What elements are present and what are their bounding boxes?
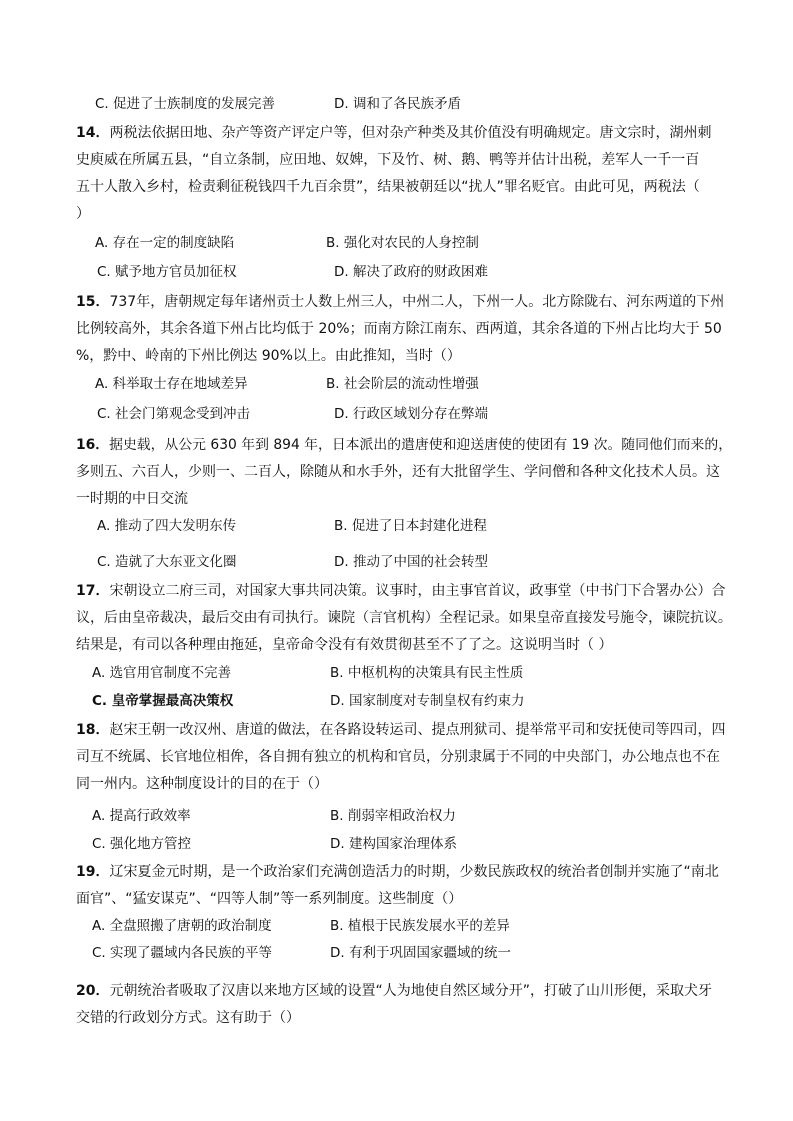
q13-option-c: C. 促进了士族制度的发展完善 <box>95 96 276 112</box>
q20-line-1 <box>76 981 712 1001</box>
q17-line-3: 结果是，有司以各种理由拖延，皇帝命令没有有效贯彻甚至不了了之。这说明当时（ ） <box>76 637 613 653</box>
q14-option-a: A. 存在一定的制度缺陷 <box>95 235 235 251</box>
q14-option-c: C. 赋予地方官员加征权 <box>97 264 237 280</box>
q19-number: 19． <box>76 864 110 880</box>
q18-option-a: A. 提高行政效率 <box>92 808 191 824</box>
q15-number: 15． <box>76 294 110 310</box>
q17-option-d: D. 国家制度对专制皇权有约束力 <box>330 693 525 709</box>
q14-option-b: B. 强化对农民的人身控制 <box>326 235 479 251</box>
q16-line-2: 多则五、六百人，少则一、二百人，除随从和水手外，还有大批留学生、学问僧和各种文化技术人员。这 <box>76 464 720 480</box>
q16-option-b: B. 促进了日本封建化进程 <box>334 518 487 534</box>
q17-option-c: C. 皇帝掌握最高决策权 <box>92 693 234 709</box>
q15-line-3: %，黔中、岭南的下州比例达 90%以上。由此推知，当时（） <box>76 348 461 364</box>
q16-option-a: A. 推动了四大发明东传 <box>97 518 237 534</box>
q15-option-a: A. 科举取士存在地域差异 <box>95 376 248 392</box>
q19-option-b: B. 植根于民族发展水平的差异 <box>330 918 510 934</box>
q17-number: 17． <box>76 583 110 599</box>
q20-number: 20． <box>76 983 110 999</box>
q15-line-2: 比例较高外，其余各道下州占比均低于 20%；而南方除江南东、西两道，其余各道的下州占比均大于 50 <box>76 321 722 337</box>
q15-option-c: C. 社会门第观念受到冲击 <box>97 406 251 422</box>
q20-line-2: 交错的行政划分方式。这有助于（） <box>76 1010 300 1026</box>
q19-option-c: C. 实现了疆域内各民族的平等 <box>92 945 273 961</box>
q17-text-1: 宋朝设立二府三司，对国家大事共同决策。议事时，由主事官首议，政事堂（中书门下合署办公）合 <box>109 583 726 599</box>
q16-line-3: 一时期的中日交流 <box>76 491 188 507</box>
q15-option-b: B. 社会阶层的流动性增强 <box>326 376 479 392</box>
q19-line-1 <box>76 862 719 882</box>
q19-option-a: A. 全盘照搬了唐朝的政治制度 <box>92 918 272 934</box>
q17-line-1 <box>76 581 725 601</box>
q18-line-3: 同一州内。这种制度设计的目的在于（） <box>76 776 328 792</box>
q19-text-1: 辽宋夏金元时期，是一个政治家们充满创造活力的时期，少数民族政权的统治者创制并实施了“南北 <box>109 864 719 880</box>
q16-text-1: 据史载，从公元 630 年到 894 年，日本派出的遣唐使和迎送唐使的使团有 19 次。随同他们而来的， <box>109 437 733 453</box>
q16-line-1 <box>76 435 732 455</box>
q15-text-1: 737年，唐朝规定每年诸州贡士人数上州三人，中州二人，下州一人。北方除陇右、河东两道的下州 <box>109 294 725 310</box>
q17-option-b: B. 中枢机构的决策具有民主性质 <box>330 665 524 681</box>
q20-text-1: 元朝统治者吸取了汉唐以来地方区域的设置“人为地使自然区域分开”，打破了山川形便，采取犬牙 <box>109 983 712 999</box>
q15-line-1 <box>76 292 724 312</box>
q16-option-c: C. 造就了大东亚文化圈 <box>97 554 237 570</box>
q18-line-2: 司互不统属、长官地位相侔，各自拥有独立的机构和官员，分别隶属于不同的中央部门，办公地点也不在 <box>76 749 720 765</box>
q14-line-4: ） <box>76 206 90 222</box>
q14-line-2: 史庾威在所属五县，“自立条制，应田地、奴婢，下及竹、树、鹅、鸭等并估计出税，差军人一千一百 <box>76 152 700 168</box>
q18-line-1 <box>76 720 725 740</box>
q14-number: 14． <box>76 125 110 141</box>
q18-option-b: B. 削弱宰相政治权力 <box>330 808 456 824</box>
q14-line-1 <box>76 123 711 143</box>
q17-line-2: 议，后由皇帝裁决，最后交由有司执行。谏院（言官机构）全程记录。如果皇帝直接发号施令，谏院抗议。 <box>76 610 732 626</box>
q14-text-1: 两税法依据田地、杂产等资产评定户等，但对杂产种类及其价值没有明确规定。唐文宗时，湖州刺 <box>109 125 712 141</box>
q14-option-d: D. 解决了政府的财政困难 <box>334 264 488 280</box>
q13-option-d: D. 调和了各民族矛盾 <box>334 96 461 112</box>
q18-option-d: D. 建构国家治理体系 <box>330 836 457 852</box>
q15-option-d: D. 行政区域划分存在弊端 <box>334 406 488 422</box>
q18-text-1: 赵宋王朝一改汉州、唐道的做法，在各路设转运司、提点刑狱司、提举常平司和安抚使司等四司，四 <box>109 722 726 738</box>
q18-number: 18． <box>76 722 110 738</box>
q19-option-d: D. 有利于巩固国家疆域的统一 <box>330 945 511 961</box>
q19-line-2: 面官”、“猛安谋克”、“四等人制”等一系列制度。这些制度（） <box>76 891 463 907</box>
q16-number: 16． <box>76 437 110 453</box>
q18-option-c: C. 强化地方管控 <box>92 836 192 852</box>
q17-option-a: A. 选官用官制度不完善 <box>92 665 232 681</box>
q14-line-3: 五十人散入乡村，检责剩征税钱四千九百余贯”，结果被朝廷以“扰人”罪名贬官。由此可见，两税法（ <box>76 179 700 195</box>
q16-option-d: D. 推动了中国的社会转型 <box>334 554 488 570</box>
